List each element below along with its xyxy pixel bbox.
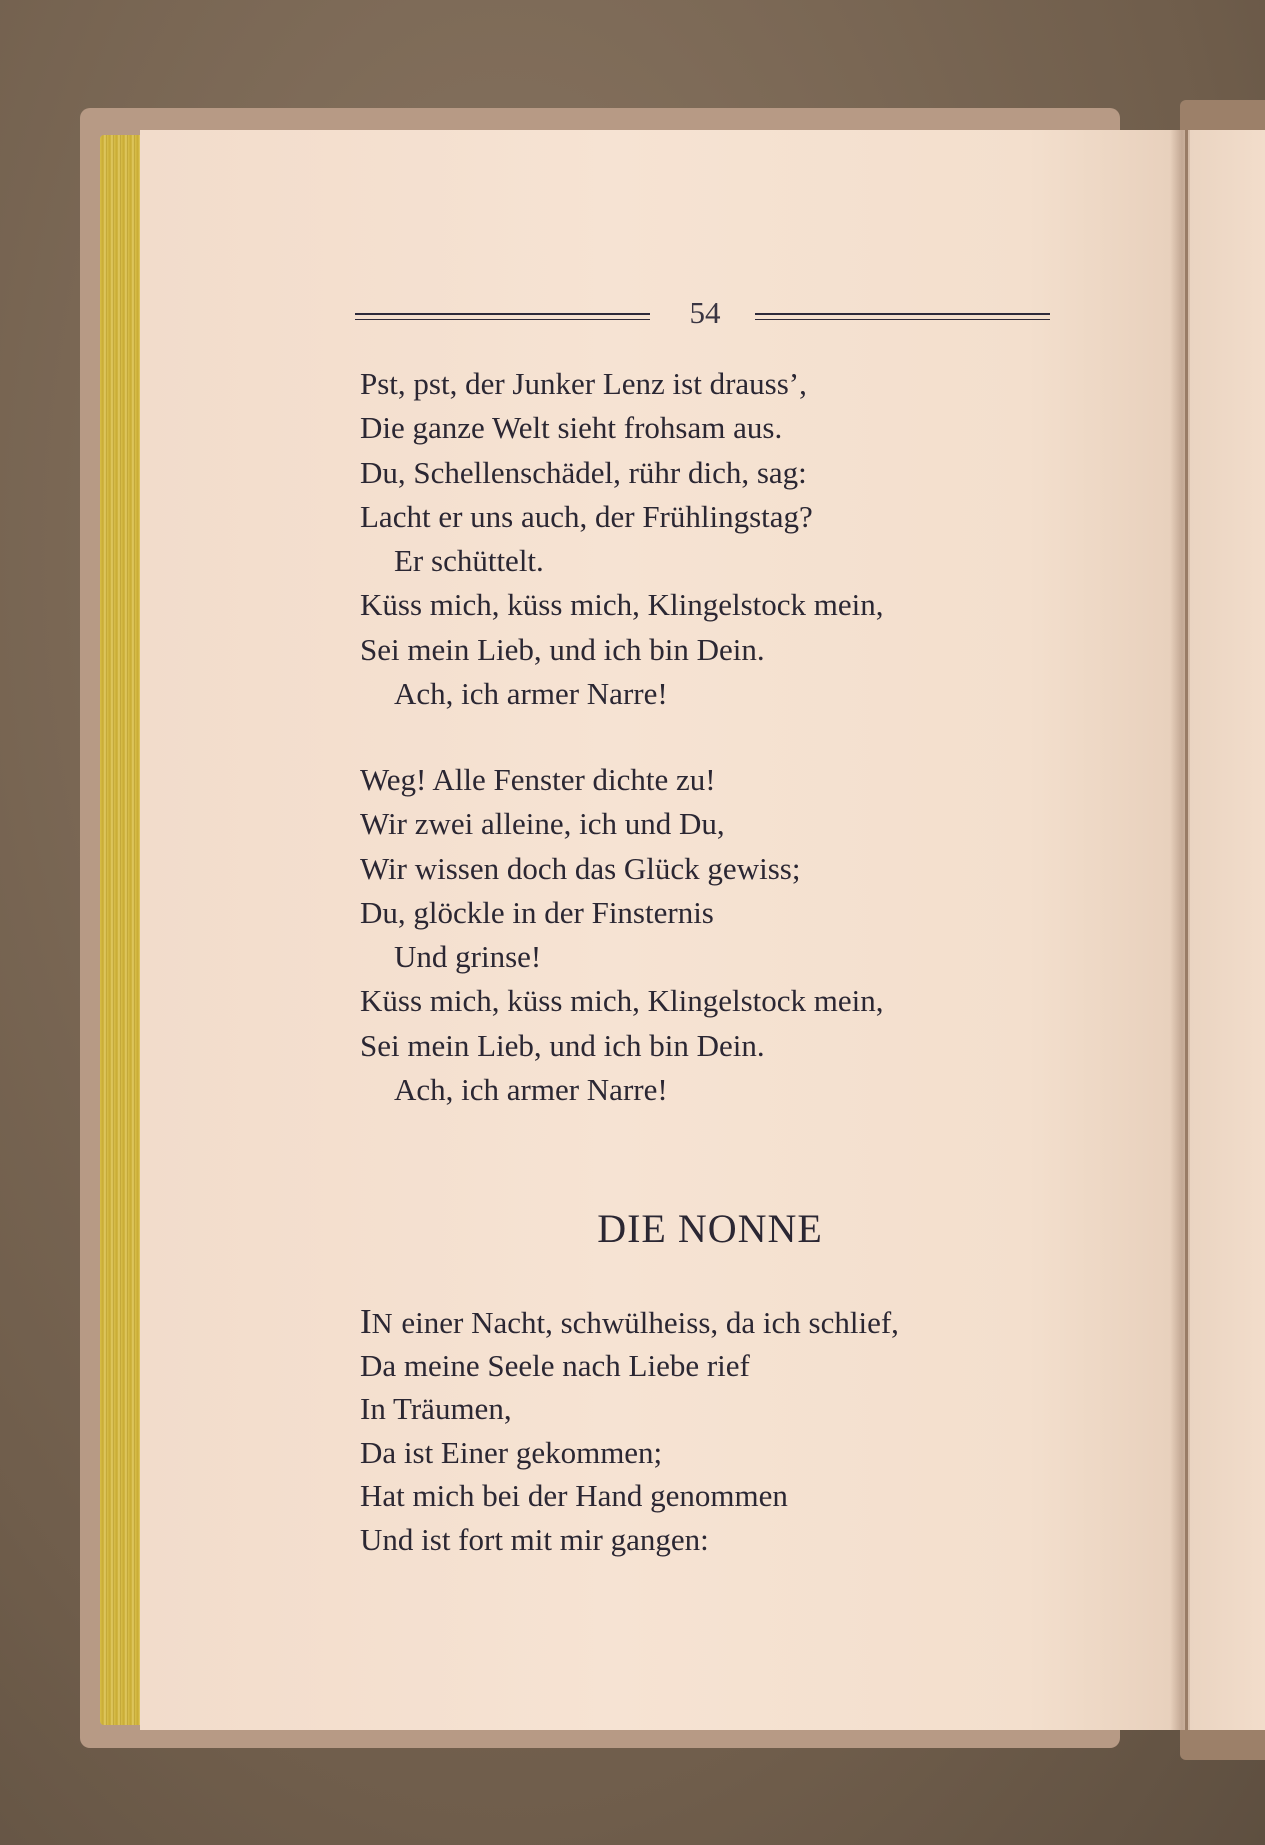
poem-line: Wir zwei alleine, ich und Du, bbox=[360, 806, 725, 842]
poem-line: Hat mich bei der Hand genommen bbox=[360, 1478, 788, 1514]
poem-first-line bbox=[360, 1300, 1060, 1344]
poem-line: Da meine Seele nach Liebe rief bbox=[360, 1347, 750, 1383]
header-rule-right bbox=[755, 313, 1050, 320]
stanza-2 bbox=[360, 758, 1060, 1112]
right-page-edge bbox=[1188, 130, 1265, 1730]
poem-line: Küss mich, küss mich, Klingelstock mein, bbox=[360, 983, 884, 1019]
poem-line: Pst, pst, der Junker Lenz ist drauss’, bbox=[360, 366, 807, 401]
poem-line: Ach, ich armer Narre! bbox=[394, 1072, 668, 1108]
stanza-3 bbox=[360, 1300, 1060, 1562]
poem-line: Sei mein Lieb, und ich bin Dein. bbox=[360, 631, 765, 667]
page-number: 54 bbox=[689, 295, 721, 330]
poem-line: Du, Schellenschädel, rühr dich, sag: bbox=[360, 454, 807, 490]
poem-line: Wir wissen doch das Glück gewiss; bbox=[360, 850, 801, 886]
poem-line: Ach, ich armer Narre! bbox=[394, 676, 668, 712]
poem-line: Du, glöckle in der Finsternis bbox=[360, 894, 714, 930]
poem-line: In Träumen, bbox=[360, 1391, 512, 1427]
small-caps: N bbox=[371, 1308, 394, 1340]
poem-line: Weg! Alle Fenster dichte zu! bbox=[360, 762, 716, 797]
book-gutter bbox=[1170, 130, 1190, 1730]
page-header bbox=[355, 295, 1050, 335]
poem-line: Und grinse! bbox=[394, 939, 542, 975]
header-rule-left bbox=[355, 313, 650, 320]
poem-line: Und ist fort mit mir gangen: bbox=[360, 1521, 709, 1557]
poem-line: Die ganze Welt sieht frohsam aus. bbox=[360, 410, 783, 446]
poem-line: Er schüttelt. bbox=[394, 543, 544, 579]
drop-cap: I bbox=[360, 1302, 372, 1341]
poem-line: Da ist Einer gekommen; bbox=[360, 1434, 663, 1470]
poem-line: Sei mein Lieb, und ich bin Dein. bbox=[360, 1027, 765, 1063]
poem-line: Lacht er uns auch, der Frühlingstag? bbox=[360, 498, 813, 534]
poem-line: Küss mich, küss mich, Klingelstock mein, bbox=[360, 587, 884, 623]
section-title: DIE NONNE bbox=[597, 1206, 823, 1251]
first-line-rest: einer Nacht, schwülheiss, da ich schlief, bbox=[393, 1305, 899, 1340]
stanza-1 bbox=[360, 362, 1060, 716]
